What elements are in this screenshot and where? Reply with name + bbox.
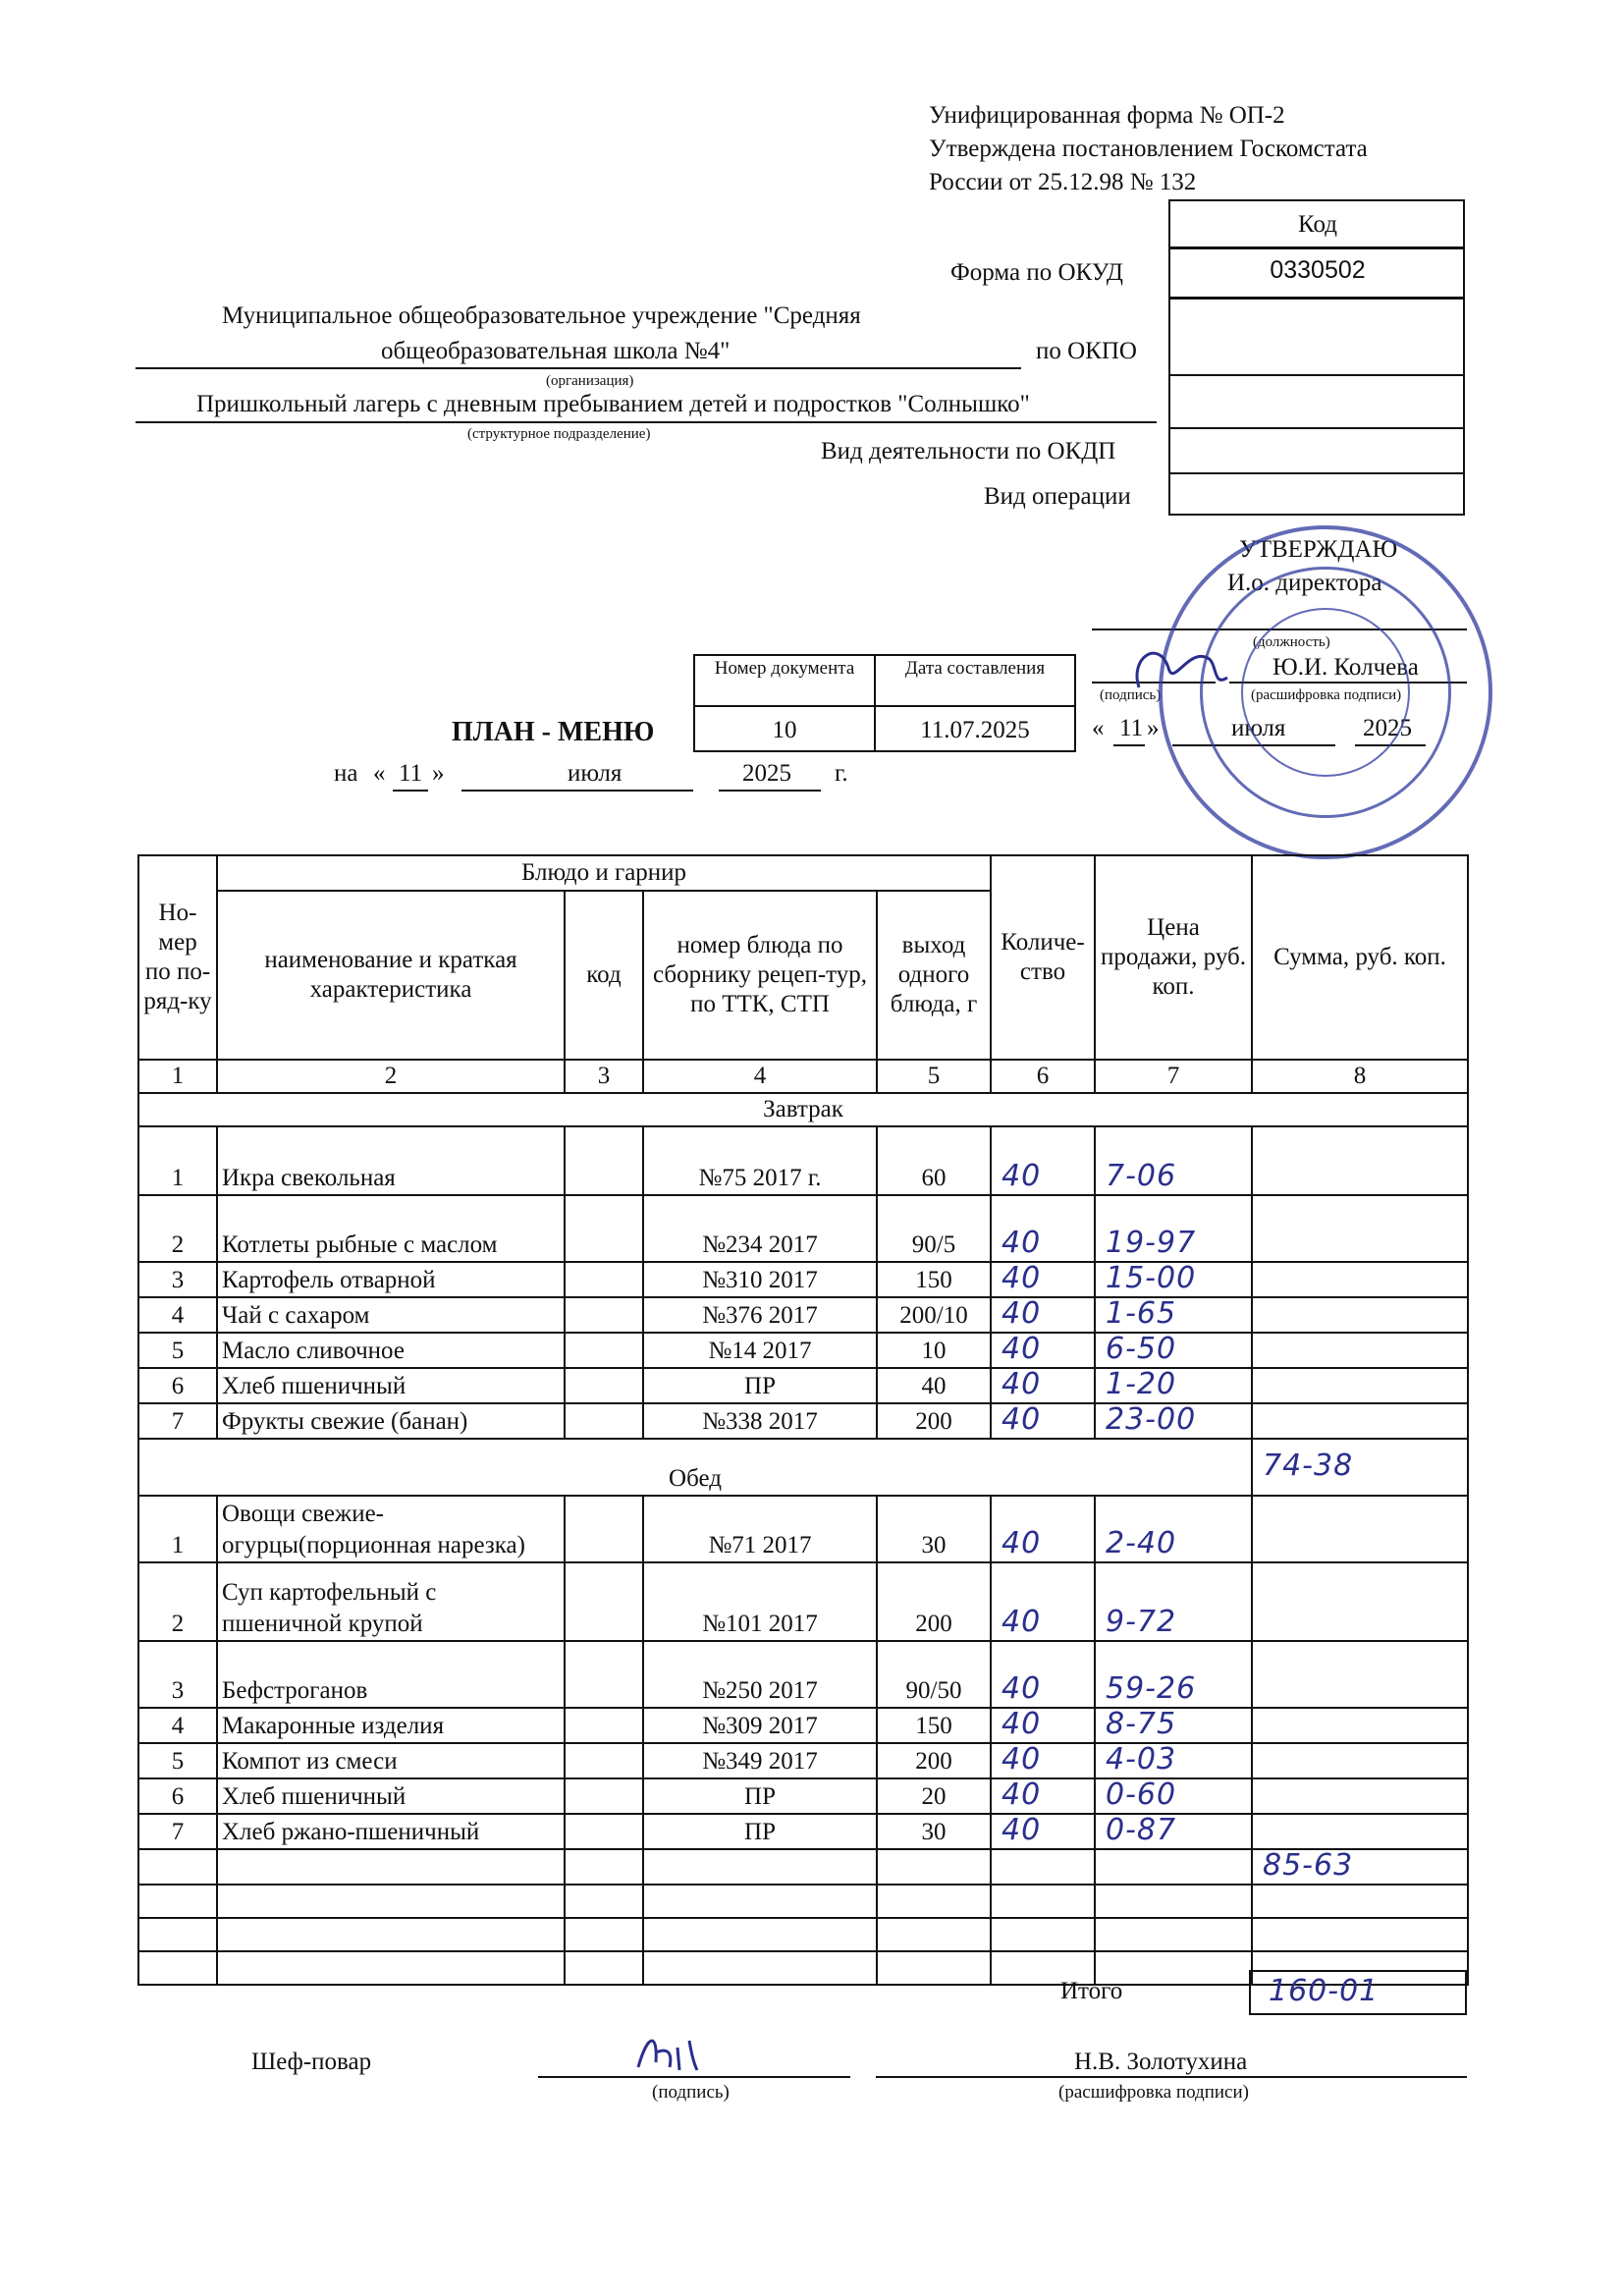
approver-position: И.о. директора [1227,570,1382,596]
dish-qty: 40 [1001,1777,1042,1812]
col-number: 6 [991,1060,1095,1093]
plan-year: 2025 [742,760,791,787]
col-header-num: Но-мер по по-ряд-ку [138,855,217,1060]
dish-qty: 40 [1001,1159,1042,1193]
position-caption: (должность) [1253,634,1330,650]
dish-code [565,1262,643,1297]
dish-price: 1-65 [1106,1296,1177,1331]
dish-code [565,1195,643,1262]
dish-recipe: №250 2017 [643,1641,877,1708]
dish-name: Хлеб пшеничный [217,1368,565,1403]
dish-sum [1252,1126,1468,1195]
doc-date-header: Дата составления [904,658,1046,679]
dish-yield: 20 [877,1778,991,1814]
row-number: 7 [138,1814,217,1849]
dish-name: Чай с сахаром [217,1297,565,1333]
dish-sum [1252,1708,1468,1743]
dish-recipe: №101 2017 [643,1562,877,1641]
code-box [1168,199,1465,516]
col-number: 3 [565,1060,643,1093]
division-caption: (структурное подразделение) [467,426,651,442]
dish-code [565,1368,643,1403]
approval-year: 2025 [1363,715,1412,741]
table-row [138,1708,1468,1743]
row-number: 7 [138,1403,217,1439]
dish-name: Котлеты рыбные с маслом [217,1195,565,1262]
col-header-recipe: номер блюда по сборнику рецеп-тур, по ТТК, СТП [643,891,877,1060]
dish-code [565,1126,643,1195]
approved-label: УТВЕРЖДАЮ [1239,536,1398,563]
total-label: Итого [1060,1978,1123,2004]
col-number: 8 [1252,1060,1468,1093]
dish-sum [1252,1195,1468,1262]
dish-recipe: ПР [643,1778,877,1814]
chef-name-caption: (расшифровка подписи) [1058,2082,1249,2103]
approval-month: июля [1231,715,1286,741]
dish-yield: 30 [877,1814,991,1849]
table-row [138,1849,1468,1885]
dish-sum [1252,1496,1468,1562]
col-header-sum: Сумма, руб. коп. [1252,855,1468,1060]
dish-price: 4-03 [1106,1742,1177,1777]
dish-code [565,1778,643,1814]
table-row [138,1814,1468,1849]
dish-name: Хлеб пшеничный [217,1778,565,1814]
dish-code [565,1496,643,1562]
page-title: ПЛАН - МЕНЮ [452,717,655,747]
dish-code [565,1333,643,1368]
dish-recipe: №71 2017 [643,1496,877,1562]
table-row [138,1918,1468,1951]
dish-sum [1252,1814,1468,1849]
approver-name: Ю.И. Колчева [1272,654,1419,681]
dish-name: Бефстроганов [217,1641,565,1708]
dish-yield: 200 [877,1403,991,1439]
dish-recipe: №234 2017 [643,1195,877,1262]
table-row [138,1496,1468,1562]
col-number: 7 [1095,1060,1252,1093]
table-row [138,1778,1468,1814]
dish-qty: 40 [1001,1296,1042,1331]
okpo-label: по ОКПО [1036,338,1137,364]
dish-qty: 40 [1001,1332,1042,1366]
plan-month: июля [568,760,623,787]
col-number: 4 [643,1060,877,1093]
dish-price: 59-26 [1106,1671,1197,1706]
col-number: 2 [217,1060,565,1093]
doc-number: 10 [772,717,797,743]
dish-price: 23-00 [1106,1402,1197,1437]
total-value: 160-01 [1269,1974,1380,2008]
table-row [138,1126,1468,1195]
chef-signature [628,2023,736,2082]
row-number: 1 [138,1496,217,1562]
col-header-qty: Количе-ство [991,855,1095,1060]
approver-name-caption: (расшифровка подписи) [1251,687,1402,703]
col-number: 1 [138,1060,217,1093]
dish-qty: 40 [1001,1261,1042,1295]
table-row [138,1403,1468,1439]
dish-sum [1252,1333,1468,1368]
dish-price: 0-87 [1106,1813,1177,1847]
row-number: 3 [138,1262,217,1297]
dish-qty: 40 [1001,1402,1042,1437]
dish-yield: 200 [877,1562,991,1641]
approver-signature [1119,629,1237,707]
dish-qty: 40 [1001,1605,1042,1639]
division-name: Пришкольный лагерь с дневным пребыванием детей и подростков "Солнышко" [196,391,1030,417]
org-line-1: Муниципальное общеобразовательное учреждение "Средняя [222,302,861,329]
chef-name: Н.В. Золотухина [1074,2049,1248,2075]
dish-recipe: №376 2017 [643,1297,877,1333]
approval-quote-close: » [1147,715,1160,741]
row-number: 3 [138,1641,217,1708]
dish-sum [1252,1743,1468,1778]
dish-recipe: №14 2017 [643,1333,877,1368]
dish-code [565,1814,643,1849]
table-row [138,1262,1468,1297]
dish-yield: 150 [877,1708,991,1743]
table-row [138,1885,1468,1918]
lunch-total: 85-63 [1263,1848,1354,1883]
dish-price: 6-50 [1106,1332,1177,1366]
doc-number-header: Номер документа [714,658,855,679]
dish-code [565,1403,643,1439]
dish-name: Хлеб ржано-пшеничный [217,1814,565,1849]
org-line-2: общеобразовательная школа №4" [381,338,731,364]
dish-yield: 10 [877,1333,991,1368]
org-caption: (организация) [546,373,634,389]
dish-price: 2-40 [1106,1526,1177,1560]
row-number: 1 [138,1126,217,1195]
okdp-label: Вид деятельности по ОКДП [821,438,1116,465]
dish-qty: 40 [1001,1707,1042,1741]
col-number: 5 [877,1060,991,1093]
dish-name: Фрукты свежие (банан) [217,1403,565,1439]
code-label: Код [1298,211,1337,238]
breakfast-total: 74-38 [1263,1449,1354,1483]
section-breakfast: Завтрак [138,1093,1468,1126]
dish-price: 8-75 [1106,1707,1177,1741]
approval-quote-open: « [1092,715,1105,741]
menu-table [137,854,1469,1986]
dish-recipe: №310 2017 [643,1262,877,1297]
dish-price: 0-60 [1106,1777,1177,1812]
plan-year-suffix: г. [835,760,848,787]
okud-label: Форма по ОКУД [950,259,1123,286]
dish-name: Картофель отварной [217,1262,565,1297]
dish-name: Компот из смеси [217,1743,565,1778]
dish-name: Макаронные изделия [217,1708,565,1743]
col-header-dish-group: Блюдо и гарнир [217,855,991,891]
dish-code [565,1743,643,1778]
approval-day: 11 [1119,715,1144,741]
chef-label: Шеф-повар [251,2049,372,2075]
dish-code [565,1641,643,1708]
dish-name-line1: Овощи свежие- [222,1501,384,1527]
dish-sum [1252,1403,1468,1439]
dish-recipe: №338 2017 [643,1403,877,1439]
dish-sum [1252,1562,1468,1641]
dish-yield: 200/10 [877,1297,991,1333]
table-row [138,1562,1468,1641]
dish-yield: 200 [877,1743,991,1778]
dish-sum [1252,1641,1468,1708]
dish-name: Масло сливочное [217,1333,565,1368]
dish-yield: 150 [877,1262,991,1297]
col-header-price: Цена продажи, руб. коп. [1095,855,1252,1060]
dish-price: 15-00 [1106,1261,1197,1295]
dish-price: 1-20 [1106,1367,1177,1401]
form-line-2: Утверждена постановлением Госкомстата [929,136,1368,162]
dish-recipe: ПР [643,1814,877,1849]
section-lunch: Обед [138,1439,1252,1496]
dish-code [565,1297,643,1333]
dish-qty: 40 [1001,1742,1042,1777]
dish-recipe: №309 2017 [643,1708,877,1743]
dish-sum [1252,1262,1468,1297]
dish-code [565,1562,643,1641]
dish-price: 9-72 [1106,1605,1177,1639]
approver-signature-caption: (подпись) [1100,687,1162,703]
dish-price: 19-97 [1106,1226,1197,1260]
dish-recipe: №75 2017 г. [643,1126,877,1195]
table-row [138,1641,1468,1708]
row-number: 5 [138,1333,217,1368]
dish-name-line2: огурцы(порционная нарезка) [222,1532,525,1558]
form-line-1: Унифицированная форма № ОП-2 [929,102,1285,129]
table-row [138,1368,1468,1403]
dish-name-line2: пшеничной крупой [222,1611,423,1637]
dish-sum [1252,1778,1468,1814]
dish-sum [1252,1368,1468,1403]
doc-date: 11.07.2025 [920,717,1030,743]
table-row [138,1333,1468,1368]
row-number: 4 [138,1297,217,1333]
plan-on-label: на [334,760,358,787]
dish-qty: 40 [1001,1526,1042,1560]
operation-label: Вид операции [984,483,1131,510]
row-number: 4 [138,1708,217,1743]
dish-qty: 40 [1001,1671,1042,1706]
table-row [138,1743,1468,1778]
chef-signature-caption: (подпись) [652,2082,730,2103]
okud-value: 0330502 [1270,256,1366,284]
dish-yield: 40 [877,1368,991,1403]
row-number: 5 [138,1743,217,1778]
plan-day: 11 [399,760,423,787]
dish-name-line1: Суп картофельный с [222,1579,437,1606]
dish-qty: 40 [1001,1226,1042,1260]
dish-recipe: ПР [643,1368,877,1403]
dish-yield: 30 [877,1496,991,1562]
dish-qty: 40 [1001,1367,1042,1401]
table-row [138,1297,1468,1333]
dish-qty: 40 [1001,1813,1042,1847]
form-line-3: России от 25.12.98 № 132 [929,169,1197,195]
dish-price: 7-06 [1106,1159,1177,1193]
row-number: 2 [138,1562,217,1641]
dish-name: Икра свекольная [217,1126,565,1195]
table-row [138,1195,1468,1262]
dish-yield: 60 [877,1126,991,1195]
total-box [1249,1970,1467,2015]
row-number: 2 [138,1195,217,1262]
dish-code [565,1708,643,1743]
row-number: 6 [138,1368,217,1403]
dish-sum [1252,1297,1468,1333]
col-header-code: код [565,891,643,1060]
row-number: 6 [138,1778,217,1814]
dish-yield: 90/5 [877,1195,991,1262]
dish-recipe: №349 2017 [643,1743,877,1778]
col-header-name: наименование и краткая характеристика [217,891,565,1060]
dish-yield: 90/50 [877,1641,991,1708]
col-header-yield: выход одного блюда, г [877,891,991,1060]
